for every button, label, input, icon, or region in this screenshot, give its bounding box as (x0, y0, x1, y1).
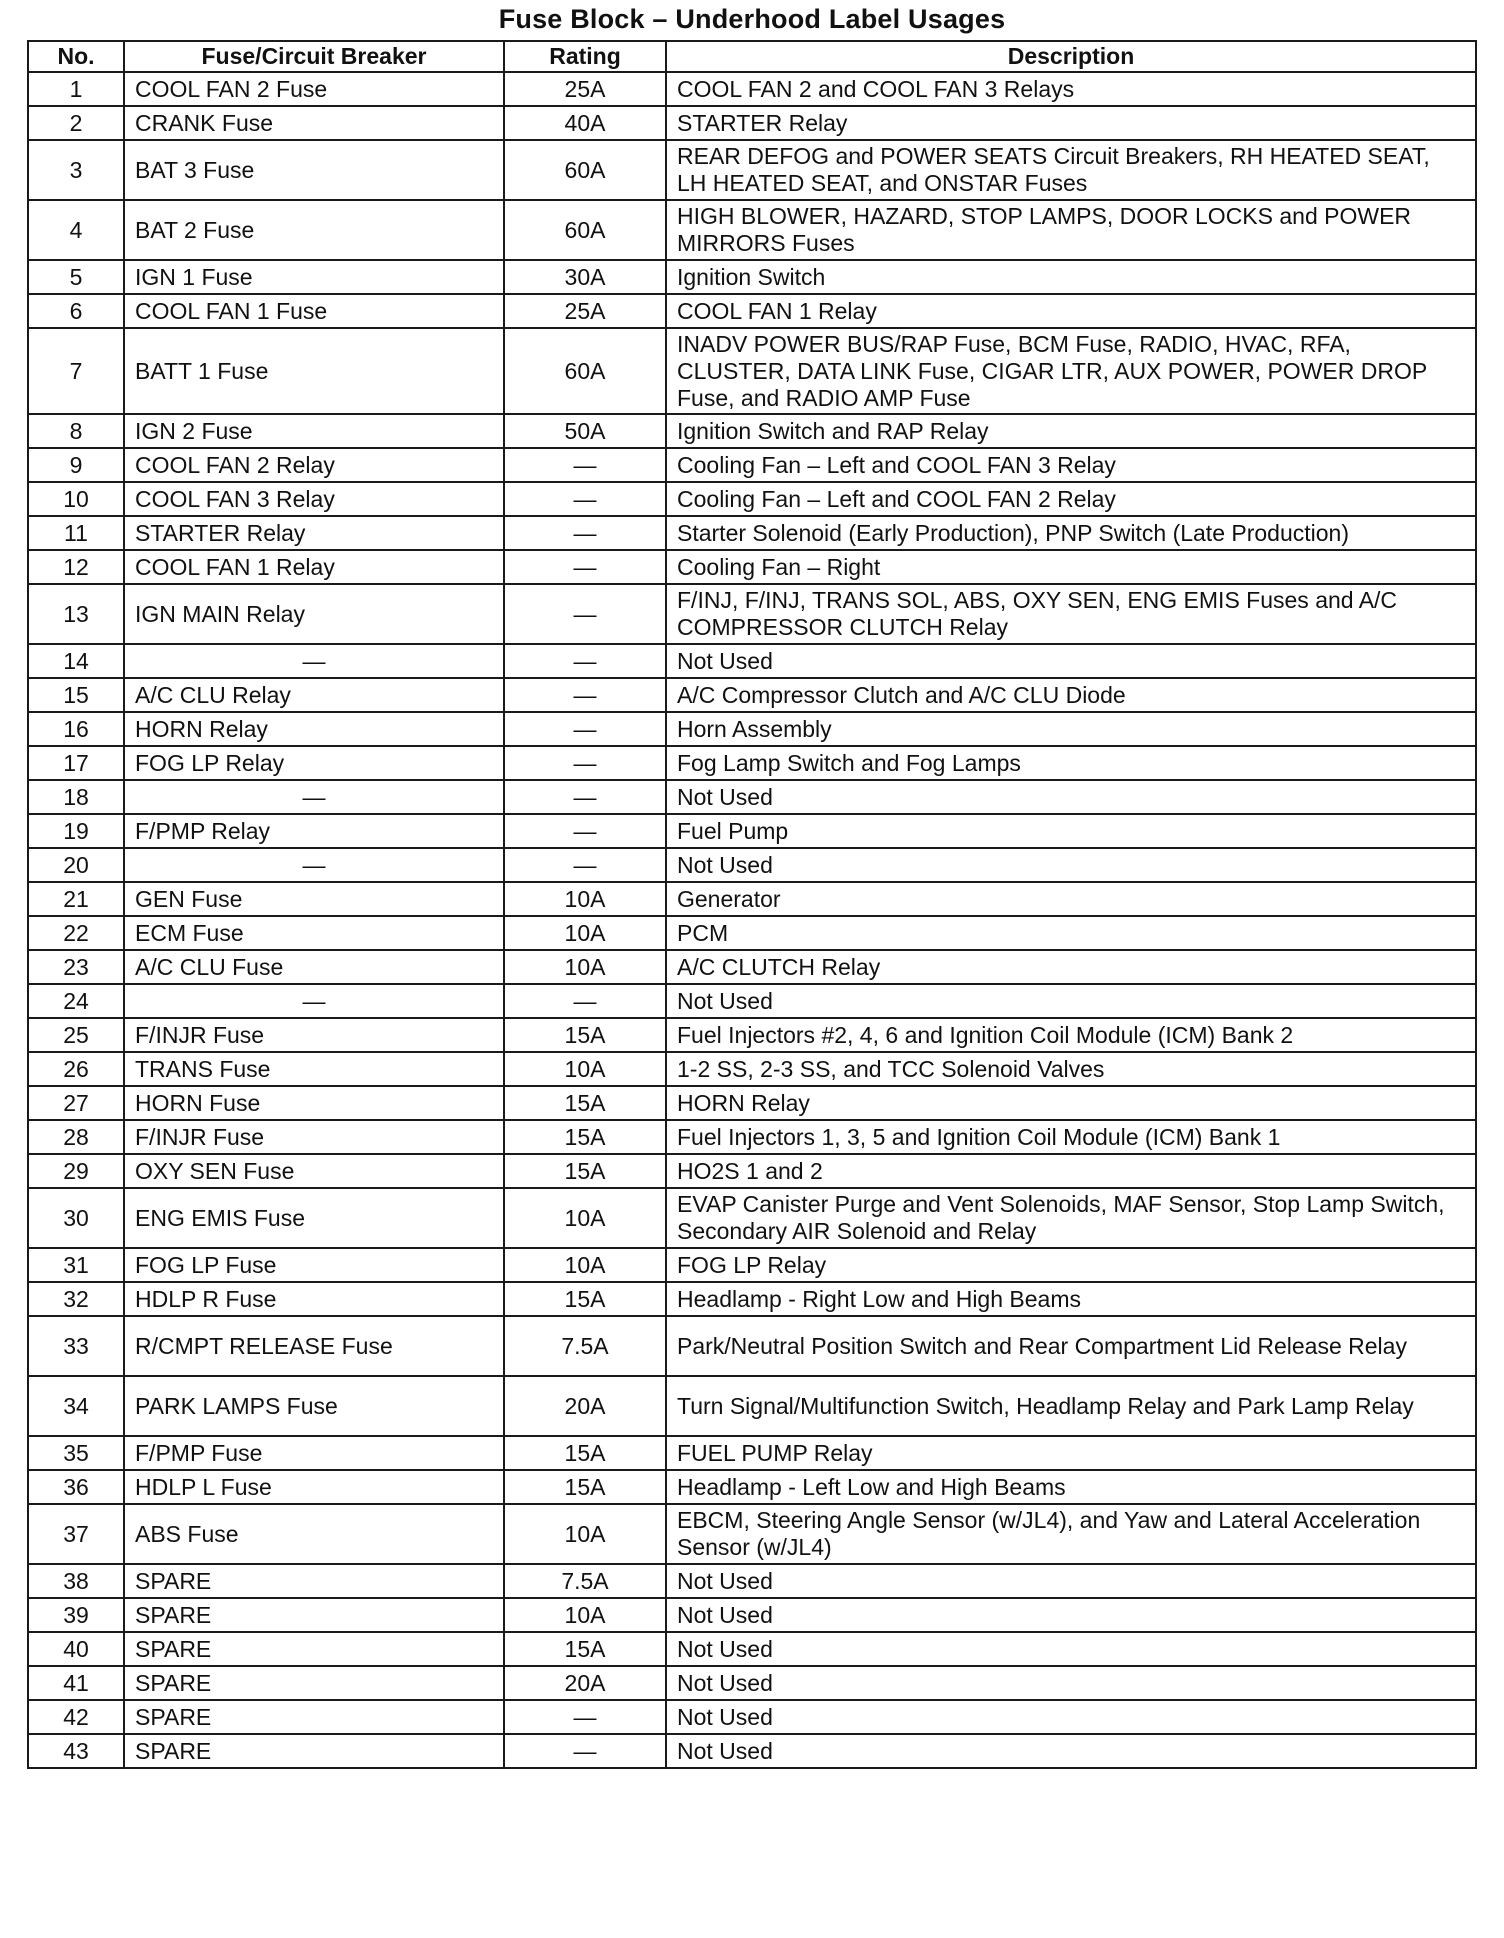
cell-fuse: COOL FAN 2 Fuse (124, 72, 504, 106)
cell-fuse: IGN 1 Fuse (124, 260, 504, 294)
header-fuse: Fuse/Circuit Breaker (124, 41, 504, 72)
cell-no: 4 (28, 200, 124, 260)
cell-no: 1 (28, 72, 124, 106)
table-row (28, 814, 1476, 848)
cell-no: 17 (28, 746, 124, 780)
cell-description: Not Used (666, 1700, 1476, 1734)
table-row (28, 780, 1476, 814)
cell-fuse: HORN Relay (124, 712, 504, 746)
table-row (28, 1598, 1476, 1632)
cell-rating: — (504, 584, 666, 644)
table-row (28, 712, 1476, 746)
table-row (28, 200, 1476, 260)
table-row (28, 1154, 1476, 1188)
cell-rating: 15A (504, 1632, 666, 1666)
table-row (28, 1376, 1476, 1436)
table-body (28, 72, 1476, 1768)
cell-description: Not Used (666, 1666, 1476, 1700)
cell-rating: 40A (504, 106, 666, 140)
cell-fuse: HDLP L Fuse (124, 1470, 504, 1504)
table-row (28, 1436, 1476, 1470)
cell-rating: 25A (504, 72, 666, 106)
cell-no: 28 (28, 1120, 124, 1154)
cell-no: 5 (28, 260, 124, 294)
cell-rating: 10A (504, 1248, 666, 1282)
cell-rating: — (504, 848, 666, 882)
cell-rating: 30A (504, 260, 666, 294)
table-row (28, 1018, 1476, 1052)
cell-no: 3 (28, 140, 124, 200)
cell-description: FOG LP Relay (666, 1248, 1476, 1282)
cell-description: Cooling Fan – Left and COOL FAN 2 Relay (666, 482, 1476, 516)
cell-rating: 60A (504, 200, 666, 260)
cell-rating: 10A (504, 916, 666, 950)
cell-fuse: SPARE (124, 1564, 504, 1598)
cell-fuse: F/INJR Fuse (124, 1120, 504, 1154)
cell-rating: 15A (504, 1086, 666, 1120)
cell-no: 27 (28, 1086, 124, 1120)
cell-no: 6 (28, 294, 124, 328)
cell-no: 30 (28, 1188, 124, 1248)
cell-fuse: BAT 3 Fuse (124, 140, 504, 200)
cell-rating: — (504, 550, 666, 584)
cell-description: Fuel Injectors 1, 3, 5 and Ignition Coil Module (ICM) Bank 1 (666, 1120, 1476, 1154)
cell-no: 20 (28, 848, 124, 882)
cell-no: 18 (28, 780, 124, 814)
cell-description: Not Used (666, 780, 1476, 814)
cell-rating: 10A (504, 1504, 666, 1564)
cell-no: 25 (28, 1018, 124, 1052)
cell-fuse: BAT 2 Fuse (124, 200, 504, 260)
cell-no: 22 (28, 916, 124, 950)
cell-rating: — (504, 814, 666, 848)
cell-rating: — (504, 448, 666, 482)
cell-fuse: CRANK Fuse (124, 106, 504, 140)
table-row (28, 1248, 1476, 1282)
table-header-row (28, 41, 1476, 72)
cell-rating: 10A (504, 950, 666, 984)
table-row (28, 848, 1476, 882)
cell-rating: 15A (504, 1282, 666, 1316)
cell-description: Not Used (666, 644, 1476, 678)
cell-fuse: BATT 1 Fuse (124, 328, 504, 414)
cell-no: 21 (28, 882, 124, 916)
table-row (28, 1564, 1476, 1598)
cell-rating: 20A (504, 1666, 666, 1700)
cell-fuse: IGN 2 Fuse (124, 414, 504, 448)
table-row (28, 916, 1476, 950)
cell-description: Fuel Pump (666, 814, 1476, 848)
cell-fuse: IGN MAIN Relay (124, 584, 504, 644)
cell-description: Cooling Fan – Right (666, 550, 1476, 584)
cell-description: Fog Lamp Switch and Fog Lamps (666, 746, 1476, 780)
cell-no: 13 (28, 584, 124, 644)
table-row (28, 678, 1476, 712)
table-row (28, 1632, 1476, 1666)
cell-description: Horn Assembly (666, 712, 1476, 746)
cell-rating: 15A (504, 1436, 666, 1470)
cell-rating: — (504, 746, 666, 780)
cell-fuse: SPARE (124, 1666, 504, 1700)
table-row (28, 72, 1476, 106)
cell-no: 41 (28, 1666, 124, 1700)
cell-description: PCM (666, 916, 1476, 950)
cell-fuse: R/CMPT RELEASE Fuse (124, 1316, 504, 1376)
cell-description: HO2S 1 and 2 (666, 1154, 1476, 1188)
cell-fuse: FOG LP Fuse (124, 1248, 504, 1282)
cell-description: Starter Solenoid (Early Production), PNP Switch (Late Production) (666, 516, 1476, 550)
cell-rating: 10A (504, 1052, 666, 1086)
cell-fuse: OXY SEN Fuse (124, 1154, 504, 1188)
table-row (28, 260, 1476, 294)
cell-no: 11 (28, 516, 124, 550)
cell-rating: — (504, 780, 666, 814)
table-row (28, 1316, 1476, 1376)
cell-description: Not Used (666, 1598, 1476, 1632)
cell-description: Not Used (666, 848, 1476, 882)
cell-description: INADV POWER BUS/RAP Fuse, BCM Fuse, RADIO, HVAC, RFA, CLUSTER, DATA LINK Fuse, CIGAR LTR, AUX POWER, POWER DROP Fuse, and RADIO AMP Fuse (666, 328, 1476, 414)
table-row (28, 414, 1476, 448)
cell-no: 40 (28, 1632, 124, 1666)
cell-rating: — (504, 644, 666, 678)
cell-fuse: ENG EMIS Fuse (124, 1188, 504, 1248)
cell-fuse: STARTER Relay (124, 516, 504, 550)
cell-fuse: — (124, 780, 504, 814)
cell-description: Ignition Switch and RAP Relay (666, 414, 1476, 448)
cell-rating: 10A (504, 882, 666, 916)
cell-rating: — (504, 984, 666, 1018)
table-row (28, 1052, 1476, 1086)
cell-fuse: COOL FAN 1 Relay (124, 550, 504, 584)
cell-fuse: GEN Fuse (124, 882, 504, 916)
cell-rating: 7.5A (504, 1316, 666, 1376)
cell-description: Turn Signal/Multifunction Switch, Headlamp Relay and Park Lamp Relay (666, 1376, 1476, 1436)
cell-description: Fuel Injectors #2, 4, 6 and Ignition Coil Module (ICM) Bank 2 (666, 1018, 1476, 1052)
cell-description: 1-2 SS, 2-3 SS, and TCC Solenoid Valves (666, 1052, 1476, 1086)
cell-rating: — (504, 712, 666, 746)
cell-no: 16 (28, 712, 124, 746)
cell-fuse: A/C CLU Fuse (124, 950, 504, 984)
cell-fuse: TRANS Fuse (124, 1052, 504, 1086)
cell-description: EVAP Canister Purge and Vent Solenoids, MAF Sensor, Stop Lamp Switch, Secondary AIR Solenoid and Relay (666, 1188, 1476, 1248)
cell-no: 10 (28, 482, 124, 516)
cell-fuse: SPARE (124, 1734, 504, 1768)
table-row (28, 106, 1476, 140)
cell-description: FUEL PUMP Relay (666, 1436, 1476, 1470)
cell-no: 43 (28, 1734, 124, 1768)
cell-fuse: PARK LAMPS Fuse (124, 1376, 504, 1436)
cell-fuse: HDLP R Fuse (124, 1282, 504, 1316)
cell-rating: 60A (504, 140, 666, 200)
cell-description: EBCM, Steering Angle Sensor (w/JL4), and Yaw and Lateral Acceleration Sensor (w/JL4) (666, 1504, 1476, 1564)
cell-description: HIGH BLOWER, HAZARD, STOP LAMPS, DOOR LOCKS and POWER MIRRORS Fuses (666, 200, 1476, 260)
cell-description: Ignition Switch (666, 260, 1476, 294)
table-row (28, 1734, 1476, 1768)
cell-no: 39 (28, 1598, 124, 1632)
table-row (28, 1666, 1476, 1700)
cell-no: 42 (28, 1700, 124, 1734)
cell-fuse: FOG LP Relay (124, 746, 504, 780)
cell-description: Headlamp - Right Low and High Beams (666, 1282, 1476, 1316)
cell-no: 2 (28, 106, 124, 140)
cell-no: 29 (28, 1154, 124, 1188)
cell-rating: 15A (504, 1120, 666, 1154)
cell-no: 7 (28, 328, 124, 414)
fuse-table (27, 40, 1477, 1769)
page-title: Fuse Block – Underhood Label Usages (498, 4, 1006, 34)
cell-rating: — (504, 516, 666, 550)
cell-description: HORN Relay (666, 1086, 1476, 1120)
table-row (28, 984, 1476, 1018)
table-row (28, 328, 1476, 414)
cell-rating: — (504, 1734, 666, 1768)
table-row (28, 448, 1476, 482)
cell-rating: 10A (504, 1598, 666, 1632)
cell-description: Not Used (666, 1734, 1476, 1768)
cell-fuse: ABS Fuse (124, 1504, 504, 1564)
cell-no: 34 (28, 1376, 124, 1436)
cell-fuse: HORN Fuse (124, 1086, 504, 1120)
cell-no: 12 (28, 550, 124, 584)
cell-rating: 25A (504, 294, 666, 328)
cell-fuse: — (124, 848, 504, 882)
table-row (28, 516, 1476, 550)
cell-fuse: A/C CLU Relay (124, 678, 504, 712)
cell-rating: 7.5A (504, 1564, 666, 1598)
cell-description: Not Used (666, 1564, 1476, 1598)
cell-no: 32 (28, 1282, 124, 1316)
table-row (28, 746, 1476, 780)
cell-rating: 10A (504, 1188, 666, 1248)
cell-no: 15 (28, 678, 124, 712)
cell-fuse: SPARE (124, 1700, 504, 1734)
table-row (28, 1086, 1476, 1120)
cell-rating: 15A (504, 1470, 666, 1504)
cell-description: Headlamp - Left Low and High Beams (666, 1470, 1476, 1504)
cell-no: 9 (28, 448, 124, 482)
table-row (28, 584, 1476, 644)
table-row (28, 140, 1476, 200)
cell-rating: 50A (504, 414, 666, 448)
cell-description: Generator (666, 882, 1476, 916)
cell-fuse: F/INJR Fuse (124, 1018, 504, 1052)
cell-description: A/C CLUTCH Relay (666, 950, 1476, 984)
table-row (28, 294, 1476, 328)
cell-fuse: COOL FAN 3 Relay (124, 482, 504, 516)
cell-description: Park/Neutral Position Switch and Rear Compartment Lid Release Relay (666, 1316, 1476, 1376)
table-row (28, 1188, 1476, 1248)
cell-description: COOL FAN 1 Relay (666, 294, 1476, 328)
cell-description: F/INJ, F/INJ, TRANS SOL, ABS, OXY SEN, ENG EMIS Fuses and A/C COMPRESSOR CLUTCH Relay (666, 584, 1476, 644)
cell-no: 33 (28, 1316, 124, 1376)
table-row (28, 1470, 1476, 1504)
cell-rating: — (504, 482, 666, 516)
cell-rating: 20A (504, 1376, 666, 1436)
cell-description: COOL FAN 2 and COOL FAN 3 Relays (666, 72, 1476, 106)
header-rating: Rating (504, 41, 666, 72)
cell-no: 24 (28, 984, 124, 1018)
table-row (28, 550, 1476, 584)
cell-rating: — (504, 1700, 666, 1734)
cell-rating: 15A (504, 1154, 666, 1188)
table-row (28, 882, 1476, 916)
cell-rating: 15A (504, 1018, 666, 1052)
table-row (28, 644, 1476, 678)
cell-rating: 60A (504, 328, 666, 414)
header-description: Description (666, 41, 1476, 72)
cell-fuse: F/PMP Relay (124, 814, 504, 848)
cell-fuse: — (124, 644, 504, 678)
cell-fuse: COOL FAN 2 Relay (124, 448, 504, 482)
table-row (28, 1282, 1476, 1316)
cell-no: 37 (28, 1504, 124, 1564)
cell-description: A/C Compressor Clutch and A/C CLU Diode (666, 678, 1476, 712)
table-row (28, 1504, 1476, 1564)
cell-no: 38 (28, 1564, 124, 1598)
cell-fuse: SPARE (124, 1598, 504, 1632)
cell-no: 23 (28, 950, 124, 984)
table-row (28, 1120, 1476, 1154)
cell-no: 35 (28, 1436, 124, 1470)
table-row (28, 950, 1476, 984)
cell-fuse: COOL FAN 1 Fuse (124, 294, 504, 328)
table-row (28, 482, 1476, 516)
cell-no: 31 (28, 1248, 124, 1282)
cell-fuse: ECM Fuse (124, 916, 504, 950)
cell-description: Cooling Fan – Left and COOL FAN 3 Relay (666, 448, 1476, 482)
cell-no: 36 (28, 1470, 124, 1504)
cell-description: STARTER Relay (666, 106, 1476, 140)
cell-description: Not Used (666, 1632, 1476, 1666)
cell-no: 19 (28, 814, 124, 848)
cell-no: 8 (28, 414, 124, 448)
cell-description: Not Used (666, 984, 1476, 1018)
table-row (28, 1700, 1476, 1734)
cell-fuse: F/PMP Fuse (124, 1436, 504, 1470)
cell-fuse: SPARE (124, 1632, 504, 1666)
header-no: No. (28, 41, 124, 72)
cell-no: 26 (28, 1052, 124, 1086)
cell-no: 14 (28, 644, 124, 678)
cell-rating: — (504, 678, 666, 712)
cell-description: REAR DEFOG and POWER SEATS Circuit Breakers, RH HEATED SEAT, LH HEATED SEAT, and ONSTAR Fuses (666, 140, 1476, 200)
cell-fuse: — (124, 984, 504, 1018)
